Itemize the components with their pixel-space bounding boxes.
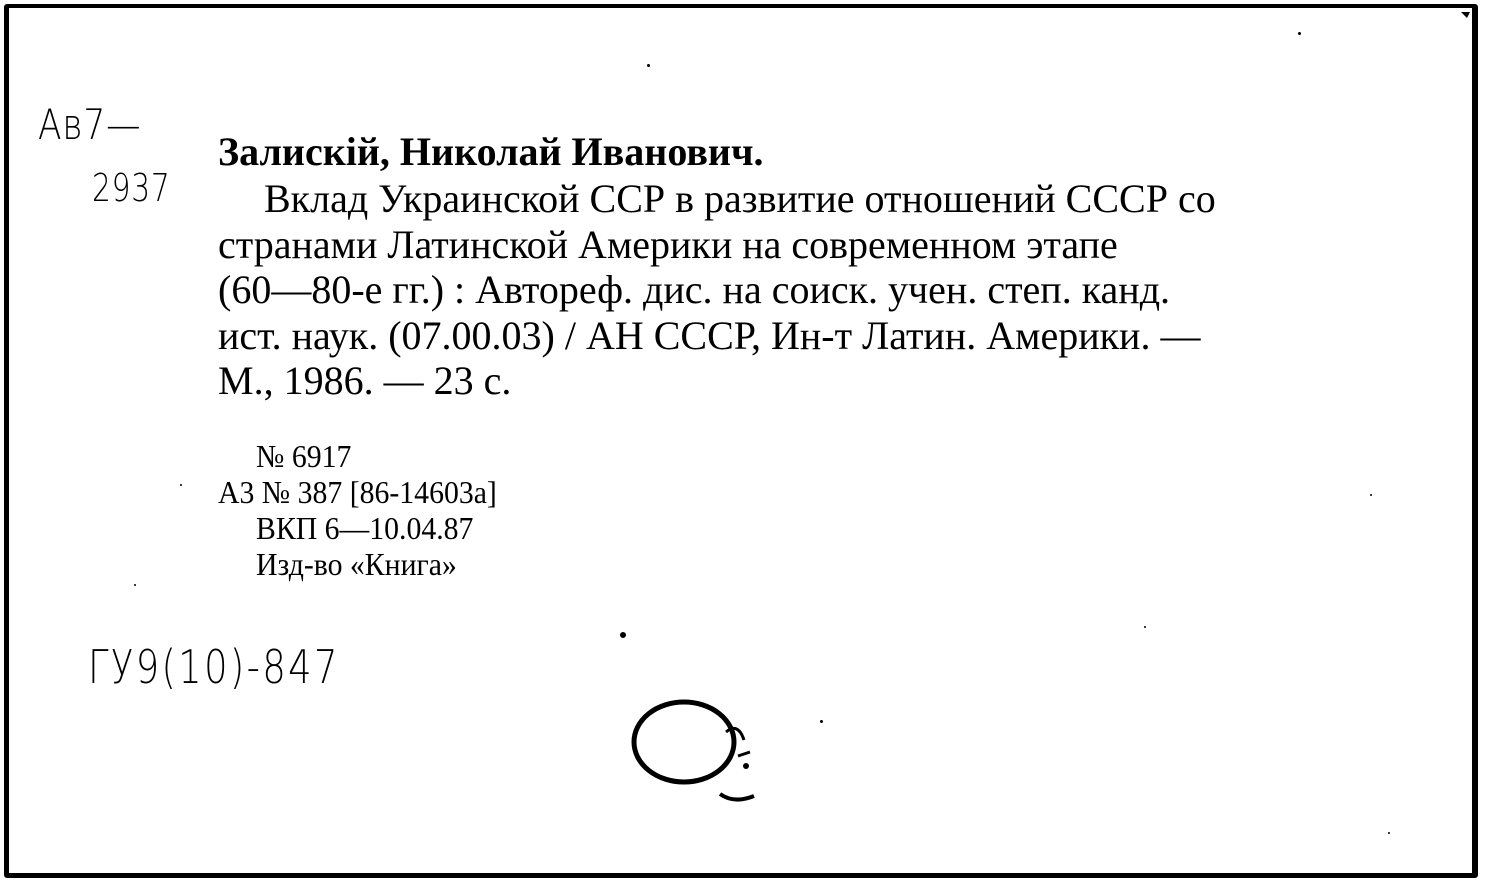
description-line: Вклад Украинской ССР в развитие отношений СССР со <box>264 176 1216 221</box>
speck <box>647 64 650 67</box>
speck <box>134 584 136 586</box>
author-heading: Залискій, Николай Иванович. <box>218 129 764 174</box>
bibliographic-description <box>218 176 1388 404</box>
speck <box>1298 32 1301 35</box>
description-line: странами Латинской Америки на современном этапе <box>218 221 1118 267</box>
description-line: ист. наук. (07.00.03) / АН СССР, Ин-т Латин. Америки. — <box>218 312 1201 358</box>
az-number: А3 № 387 [86-14603а] <box>218 474 497 510</box>
classification-code: ГУ9(10)-847 <box>88 640 340 694</box>
corner-mark-icon <box>1461 10 1471 20</box>
speck <box>1144 626 1146 628</box>
speck <box>180 484 182 486</box>
speck <box>1388 832 1390 834</box>
speck <box>820 720 823 723</box>
shelf-mark-line1: Ав7— <box>38 100 142 149</box>
vkp-line: ВКП 6—10.04.87 <box>256 510 474 546</box>
description-line: М., 1986. — 23 с. <box>218 358 512 403</box>
card-number: № 6917 <box>256 438 352 474</box>
speck <box>620 632 626 638</box>
speck <box>1370 494 1372 496</box>
library-stamp-icon <box>626 692 776 822</box>
publisher-line: Изд-во «Книга» <box>256 546 457 582</box>
shelf-mark-line2: 2937 <box>92 166 171 210</box>
description-line: (60—80-е гг.) : Автореф. дис. на соиск. учен. степ. канд. <box>218 267 1171 312</box>
